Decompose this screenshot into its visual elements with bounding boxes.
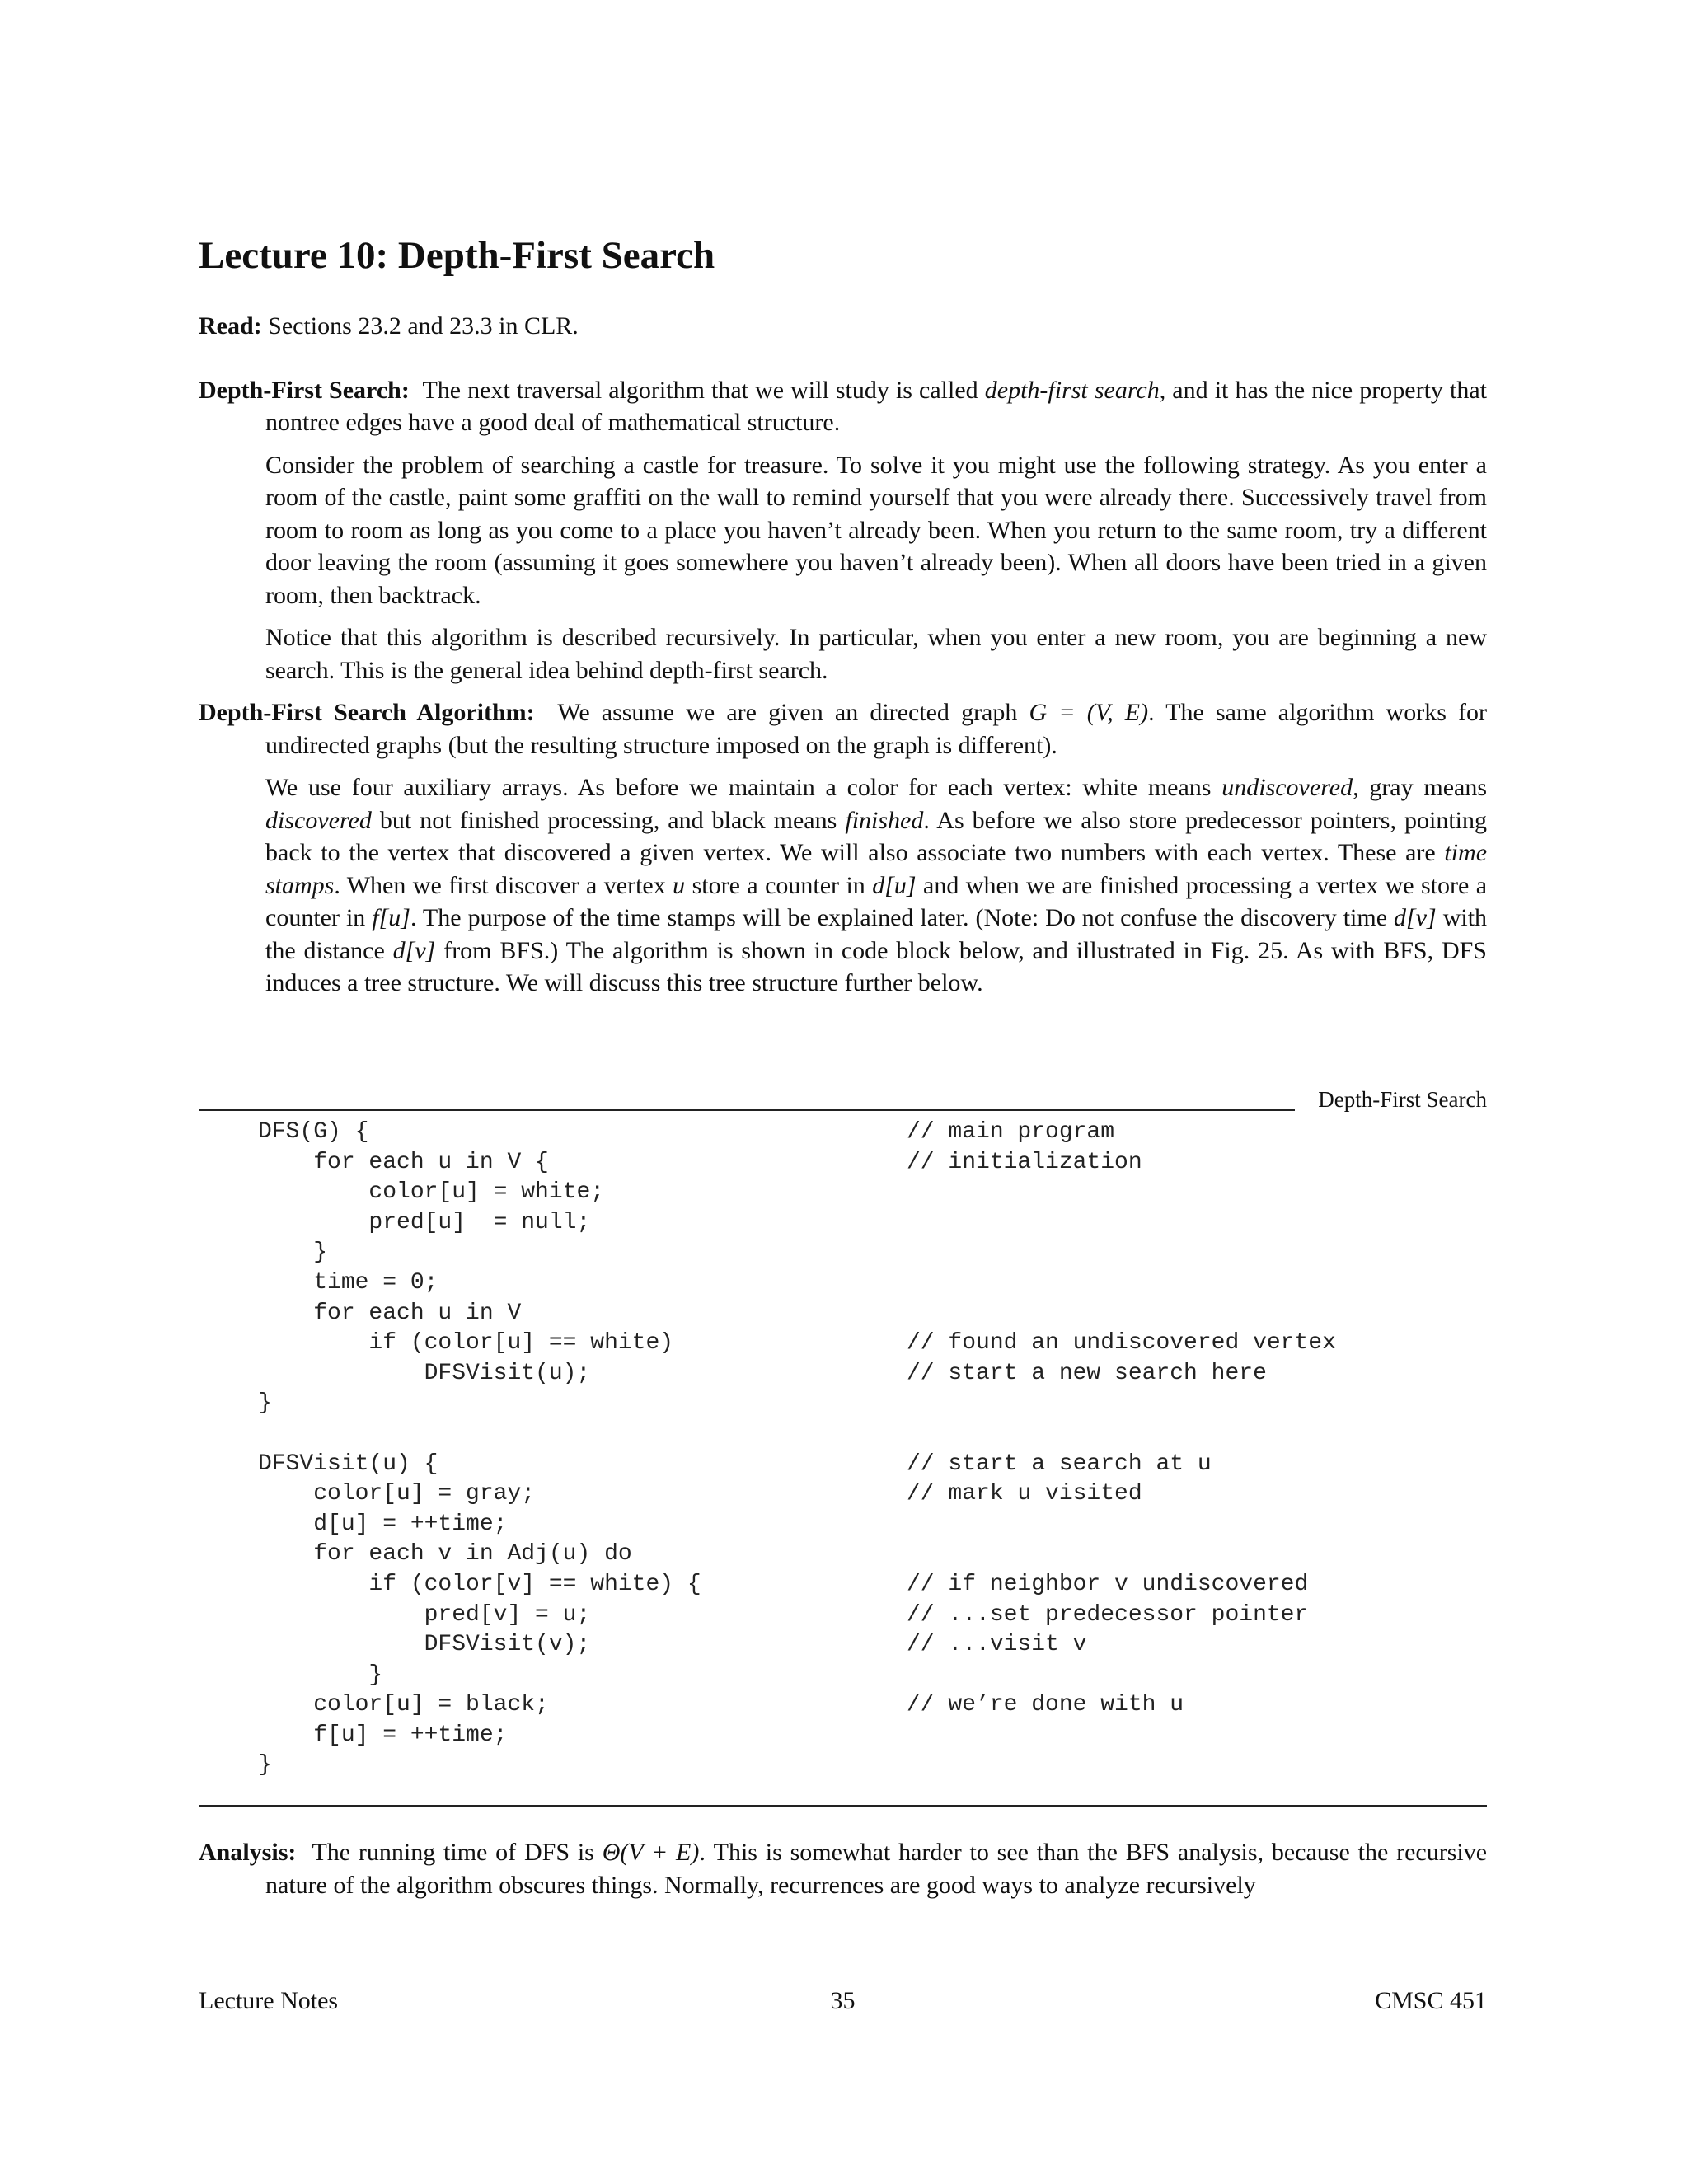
code-top-rule [199,1109,1295,1111]
code-line [199,1268,1487,1299]
code-comment: // initialization [907,1149,1142,1175]
code-line [199,1570,1487,1601]
code-text: color[u] = white; [258,1179,605,1206]
alg-p2-em-timestamps: time stamps [265,839,1488,899]
alg-p2-text-8: . The purpose of the time stamps will be explained later. (Note: Do not confuse the discovery time [410,904,1388,932]
lecture-title: Lecture 10: Depth-First Search [199,234,715,277]
footer-right: CMSC 451 [1375,1987,1487,2014]
code-comment: // found an undiscovered vertex [907,1330,1336,1357]
code-text: pred[u] = null; [258,1209,591,1235]
code-text: } [258,1661,383,1688]
code-caption: Depth-First Search [1318,1087,1487,1112]
code-text: DFS(G) { [258,1119,369,1145]
code-line [199,1450,1487,1480]
alg-p2-em-undiscovered: undiscovered [1221,774,1353,802]
code-text: time = 0; [258,1269,438,1296]
dfs-p1-text-a: The next traversal algorithm that we will study is called [422,376,978,404]
code-text: for each u in V { [258,1149,549,1175]
code-line [199,1601,1487,1631]
alg-p2-text-9: with the distance [265,904,1488,964]
alg-heading: Depth-First Search Algorithm: [199,699,535,727]
code-line [199,1540,1487,1570]
analysis-paragraph [199,1836,1487,1901]
page-footer [199,1985,1487,2018]
alg-paragraph-2 [199,771,1487,1000]
alg-p2-text-2: , gray means [1353,774,1488,802]
code-text: if (color[v] == white) { [258,1571,701,1597]
dfs-paragraph-1 [199,374,1487,439]
code-comment: // if neighbor v undiscovered [907,1571,1309,1597]
code-text: color[u] = gray; [258,1481,536,1507]
code-text: d[u] = ++time; [258,1511,508,1537]
section-analysis [199,1836,1487,1901]
code-line [199,1118,1487,1148]
code-text: for each u in V [258,1300,522,1326]
main-content [199,232,1487,1010]
dfs-paragraph-3: Notice that this algorithm is described recursively. In particular, when you enter a new room, you are beginning a new search. This is the general idea behind depth-first search. [265,624,1487,684]
analysis-math: Θ(V + E) [602,1839,700,1866]
code-block [199,1086,1487,1807]
read-line [199,310,1487,343]
analysis-text-a: The running time of DFS is [312,1839,594,1866]
alg-p2-math-du: d[u] [872,871,917,899]
dfs-paragraph-2: Consider the problem of searching a castle for treasure. To solve it you might use the following strategy. As you enter a room of the castle, paint some graffiti on the wall to remind yourself that you were already there. Successively travel from room to room as long as you come to a place you haven’t already been. When you return to the same room, try a different door leaving the room (assuming it goes somewhere you haven’t already been). When all doors have been tried in a given room, then backtrack. [265,451,1487,609]
read-text: Sections 23.2 and 23.3 in CLR. [268,312,579,340]
code-line [199,1329,1487,1359]
code-text: } [258,1752,272,1779]
code-line [199,1419,1487,1450]
code-line [199,1148,1487,1179]
code-text: DFSVisit(u) { [258,1451,438,1477]
analysis-heading: Analysis: [199,1839,297,1866]
code-line [199,1750,1487,1781]
code-line [199,1630,1487,1661]
code-bottom-rule [199,1805,1487,1807]
alg-p2-em-finished: finished [845,806,924,834]
code-text: for each v in Adj(u) do [258,1541,632,1568]
code-text: } [258,1240,328,1266]
code-comment: // start a search at u [907,1451,1212,1477]
section-dfs-algorithm [199,696,1487,1000]
code-line [199,1299,1487,1329]
dfs-heading: Depth-First Search: [199,376,410,404]
code-comment: // mark u visited [907,1481,1142,1507]
analysis-text-b: . This is somewhat harder to see than the BFS analysis, because the recursive nature of the algorithm obscures things. Normally, recurrences are good ways to analyze recursively [265,1839,1488,1899]
alg-p2-em-discovered: discovered [265,806,372,834]
alg-p2-text-10: from BFS.) The algorithm is shown in code block below, and illustrated in Fig. 25. As with BFS, DFS induces a tree structure. We will discuss this tree structure further below. [265,936,1487,997]
code-comment: // ...visit v [907,1632,1087,1658]
code-text: DFSVisit(u); [258,1360,591,1386]
code-line [199,1238,1487,1268]
alg-p2-text-3: but not finished processing, and black means [379,806,837,834]
dfs-p1-emphasis: depth-first search [984,376,1160,404]
alg-p2-math-dv-1: d[v] [1394,904,1437,932]
code-text: if (color[u] == white) [258,1330,674,1357]
footer-left: Lecture Notes [199,1987,339,2014]
alg-p2-math-fu: f[u] [372,904,410,932]
code-line [199,1208,1487,1239]
code-text: DFSVisit(v); [258,1632,591,1658]
read-label: Read: [199,312,262,340]
code-comment: // start a new search here [907,1360,1267,1386]
code-line [199,1359,1487,1390]
alg-p2-text-6: store a counter in [692,871,865,899]
alg-p2-text-1: We use four auxiliary arrays. As before we maintain a color for each vertex: white means [265,774,1212,802]
alg-p1-text-b: . The same algorithm works for undirected graphs (but the resulting structure imposed on the graph is different). [265,699,1487,759]
alg-paragraph-1 [199,696,1487,762]
code-comment: // ...set predecessor pointer [907,1601,1309,1628]
dfs-p1-text-b: , and it has the nice property that nontree edges have a good deal of mathematical structure. [265,376,1487,437]
code-line [199,1178,1487,1208]
alg-p2-math-dv-2: d[v] [392,936,436,964]
alg-p1-text-a: We assume we are given an directed graph [557,699,1018,727]
code-text: pred[v] = u; [258,1601,591,1628]
alg-p2-text-7: and when we are finished processing a vertex we store a counter in [265,871,1488,932]
code-text: color[u] = black; [258,1692,549,1718]
alg-p1-math: G = (V, E) [1029,699,1149,727]
alg-p2-math-u: u [673,871,686,899]
alg-p2-text-4: . As before we also store predecessor pointers, pointing back to the vertex that discovered a given vertex. We will also associate two numbers with each vertex. These are [265,806,1487,867]
code-lines [199,1118,1487,1781]
code-text: } [258,1390,272,1417]
section-depth-first-search [199,374,1487,687]
code-line [199,1721,1487,1751]
code-comment: // main program [907,1119,1115,1145]
page-number: 35 [830,1987,856,2014]
code-comment: // we’re done with u [907,1692,1184,1718]
code-line [199,1510,1487,1540]
code-line [199,1479,1487,1510]
alg-p2-text-5: . When we first discover a vertex [334,871,666,899]
code-line [199,1389,1487,1419]
code-line [199,1690,1487,1721]
code-line [199,1661,1487,1691]
code-text: f[u] = ++time; [258,1722,508,1748]
